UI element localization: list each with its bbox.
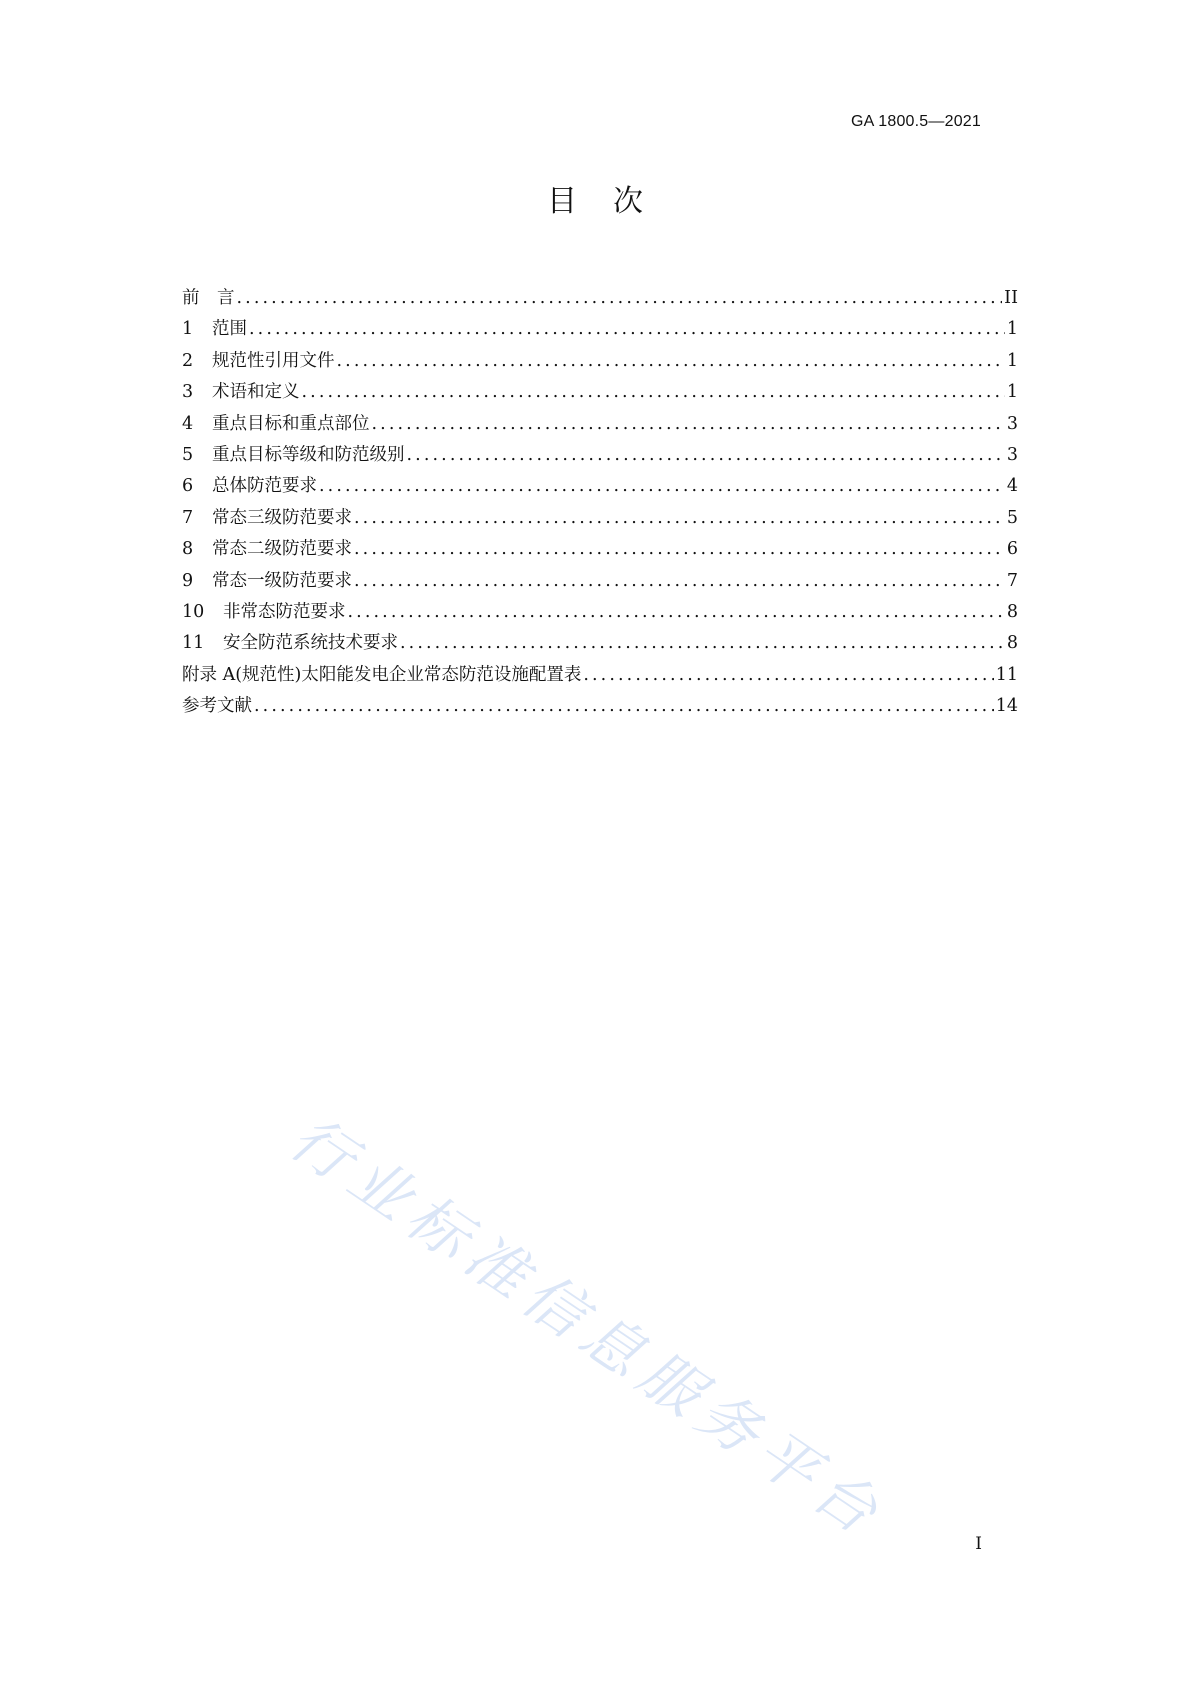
toc-leader-dots xyxy=(319,471,1005,502)
toc-entry-page: 1 xyxy=(1006,350,1018,371)
toc-entry-number: 1 xyxy=(182,319,194,340)
toc-leader-dots xyxy=(400,628,1005,659)
toc-entry-page: 3 xyxy=(1006,413,1018,434)
toc-entry-page: 5 xyxy=(1006,507,1018,528)
toc-entry-label: 常态三级防范要求 xyxy=(212,507,352,528)
toc-entry-11[interactable] xyxy=(182,628,1018,659)
toc-leader-dots xyxy=(354,566,1005,597)
toc-entry-appendix-a[interactable] xyxy=(182,660,1018,691)
toc-entry-number: 8 xyxy=(182,539,194,560)
standard-number: GA 1800.5—2021 xyxy=(850,113,981,130)
toc-entry-number: 4 xyxy=(182,413,194,434)
toc-entry-page: 4 xyxy=(1006,476,1018,497)
toc-entry-label: 参考文献 xyxy=(182,696,252,717)
toc-entry-page: II xyxy=(1004,288,1018,308)
toc-entry-page: 1 xyxy=(1006,382,1018,403)
toc-entry-page: 8 xyxy=(1006,601,1018,622)
toc-entry-label: 重点目标等级和防范级别 xyxy=(212,444,405,465)
page-title: 目次 xyxy=(547,184,679,219)
table-of-contents xyxy=(182,283,1018,722)
toc-entry-1[interactable] xyxy=(182,314,1018,345)
toc-entry-number: 3 xyxy=(182,382,194,403)
toc-leader-dots xyxy=(302,377,1005,408)
toc-entry-page: 8 xyxy=(1006,633,1018,654)
toc-entry-page: 14 xyxy=(995,696,1018,717)
watermark: 行业标准信息服务平台 xyxy=(277,1103,898,1553)
toc-entry-number: 2 xyxy=(182,350,194,371)
toc-leader-dots xyxy=(254,691,994,722)
toc-entry-5[interactable] xyxy=(182,440,1018,471)
toc-entry-bibliography[interactable] xyxy=(182,691,1018,722)
toc-entry-number: 5 xyxy=(182,444,194,465)
toc-entry-number: 6 xyxy=(182,476,194,497)
toc-leader-dots xyxy=(237,283,1003,314)
toc-entry-8[interactable] xyxy=(182,534,1018,565)
toc-entry-label: 总体防范要求 xyxy=(212,476,317,497)
toc-entry-10[interactable] xyxy=(182,597,1018,628)
toc-entry-label: 常态二级防范要求 xyxy=(212,539,352,560)
toc-entry-label: 前 言 xyxy=(182,288,235,308)
toc-entry-number: 10 xyxy=(182,601,205,622)
toc-entry-label: 规范性引用文件 xyxy=(212,350,335,371)
toc-entry-3[interactable] xyxy=(182,377,1018,408)
toc-leader-dots xyxy=(348,597,1005,628)
toc-entry-number: 7 xyxy=(182,507,194,528)
toc-entry-page: 11 xyxy=(995,664,1018,685)
toc-entry-number: 9 xyxy=(182,570,194,591)
toc-entry-label: 附录 A(规范性)太阳能发电企业常态防范设施配置表 xyxy=(182,664,582,685)
toc-entry-page: 3 xyxy=(1006,444,1018,465)
toc-entry-6[interactable] xyxy=(182,471,1018,502)
toc-leader-dots xyxy=(249,314,1005,345)
toc-entry-label: 范围 xyxy=(212,319,247,340)
toc-entry-2[interactable] xyxy=(182,346,1018,377)
toc-leader-dots xyxy=(337,346,1005,377)
toc-entry-page: 7 xyxy=(1006,570,1018,591)
toc-entry-label: 重点目标和重点部位 xyxy=(212,413,370,434)
toc-entry-label: 术语和定义 xyxy=(212,382,300,403)
toc-leader-dots xyxy=(354,534,1005,565)
toc-entry-7[interactable] xyxy=(182,503,1018,534)
toc-leader-dots xyxy=(372,409,1005,440)
toc-entry-4[interactable] xyxy=(182,409,1018,440)
toc-entry-foreword[interactable] xyxy=(182,283,1018,314)
toc-entry-label: 常态一级防范要求 xyxy=(212,570,352,591)
toc-entry-label: 安全防范系统技术要求 xyxy=(223,633,398,654)
toc-entry-page: 1 xyxy=(1006,319,1018,340)
toc-leader-dots xyxy=(583,660,993,691)
toc-leader-dots xyxy=(407,440,1005,471)
toc-entry-page: 6 xyxy=(1006,539,1018,560)
toc-entry-label: 非常态防范要求 xyxy=(223,601,346,622)
toc-entry-9[interactable] xyxy=(182,566,1018,597)
toc-leader-dots xyxy=(354,503,1005,534)
page-number: I xyxy=(975,1534,982,1554)
toc-entry-number: 11 xyxy=(182,633,205,654)
